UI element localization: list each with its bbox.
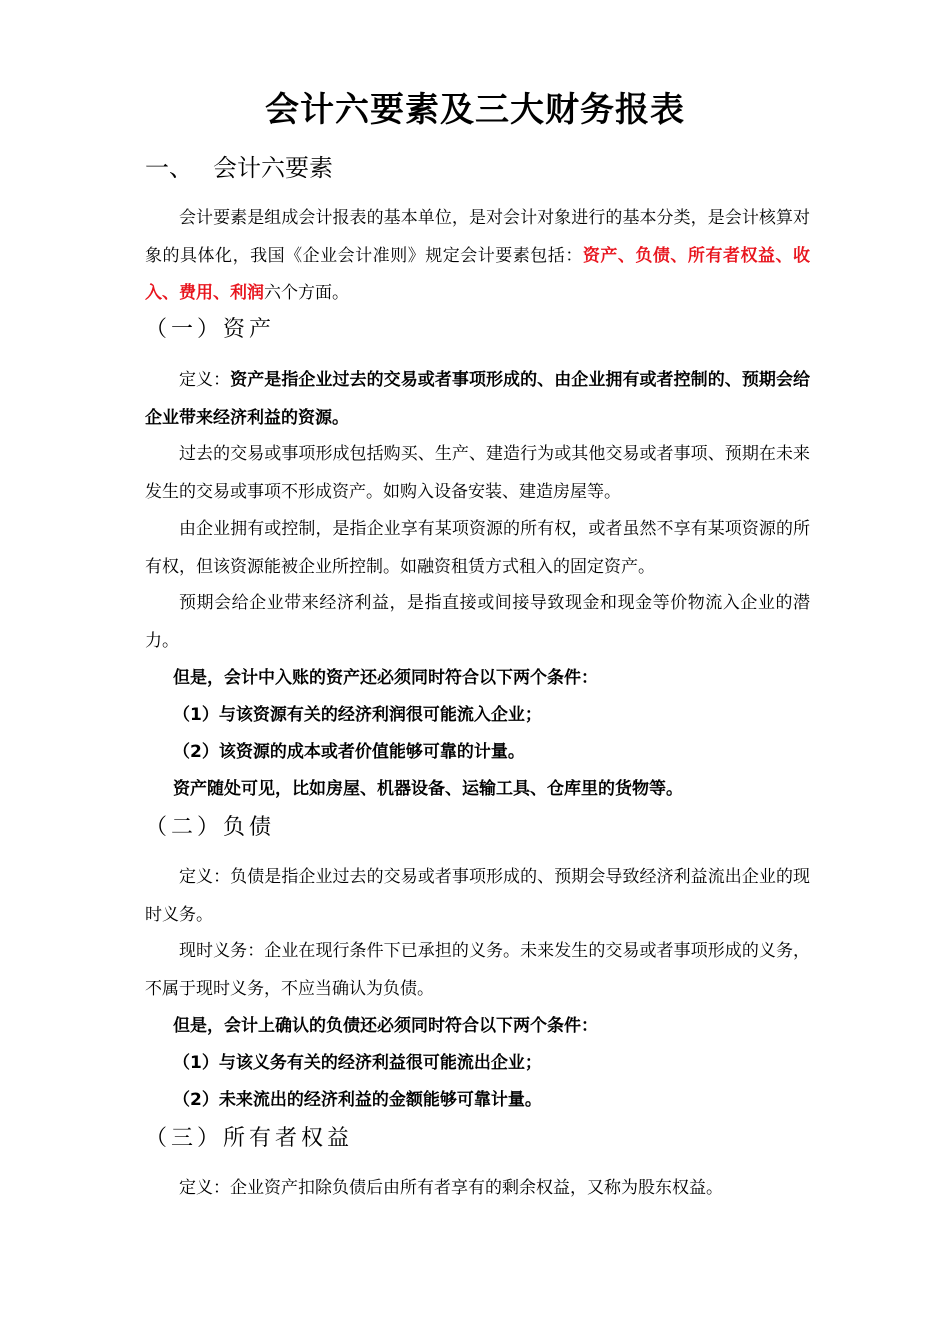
asset-paragraph-1: 过去的交易或事项形成包括购买、生产、建造行为或其他交易或者事项、预期在未来发生的交易或事项不形成资产。如购入设备安装、建造房屋等。 — [145, 444, 810, 502]
asset-def-text: 资产是指企业过去的交易或者事项形成的、由企业拥有或者控制的、预期会给企业带来经济利益的资源。 — [145, 370, 811, 428]
liability-heading: （二）负债 — [145, 815, 276, 840]
liability-paragraph-1: 现时义务：企业在现行条件下已承担的义务。未来发生的交易或者事项形成的义务，不属于现时义务，不应当确认为负债。 — [145, 941, 810, 999]
asset-condition-1: （1）与该资源有关的经济利润很可能流入企业； — [173, 705, 542, 725]
section-heading-1 — [145, 150, 333, 186]
asset-paragraph-2: 由企业拥有或控制，是指企业享有某项资源的所有权，或者虽然不享有某项资源的所有权，但该资源能被企业所控制。如融资租赁方式租入的固定资产。 — [145, 519, 810, 577]
liability-condition-2: （2）未来流出的经济利益的金额能够可靠计量。 — [173, 1090, 542, 1110]
asset-condition-intro: 但是，会计中入账的资产还必须同时符合以下两个条件： — [173, 668, 598, 688]
intro-suffix: 六个方面。 — [264, 283, 349, 303]
liability-condition-1: （1）与该义务有关的经济利益很可能流出企业； — [173, 1053, 542, 1073]
asset-paragraph-3: 预期会给企业带来经济利益，是指直接或间接导致现金和现金等价物流入企业的潜力。 — [145, 593, 810, 651]
asset-example: 资产随处可见，比如房屋、机器设备、运输工具、仓库里的货物等。 — [173, 779, 683, 799]
section-number: 一、 — [145, 154, 193, 182]
asset-condition-2: （2）该资源的成本或者价值能够可靠的计量。 — [173, 742, 525, 762]
asset-heading: （一）资产 — [145, 317, 276, 342]
document-title: 会计六要素及三大财务报表 — [265, 90, 685, 130]
equity-definition: 定义：企业资产扣除负债后由所有者享有的剩余权益，又称为股东权益。 — [179, 1178, 723, 1198]
liability-condition-intro: 但是，会计上确认的负债还必须同时符合以下两个条件： — [173, 1016, 598, 1036]
asset-definition — [145, 362, 810, 437]
equity-heading: （三）所有者权益 — [145, 1126, 354, 1151]
liability-definition: 定义：负债是指企业过去的交易或者事项形成的、预期会导致经济利益流出企业的现时义务。 — [145, 867, 810, 925]
asset-def-prefix: 定义： — [179, 370, 231, 390]
intro-text: 会计要素是组成会计报表的基本单位，是对会计对象进行的基本分类，是会计核算对象的具体化，我国《企业会计准则》规定会计要素包括： — [145, 208, 810, 266]
section-label: 会计六要素 — [213, 154, 333, 182]
intro-paragraph — [145, 200, 810, 313]
elements-highlight: 资产、负债、所有者权益、收入、费用、利润 — [145, 245, 811, 303]
